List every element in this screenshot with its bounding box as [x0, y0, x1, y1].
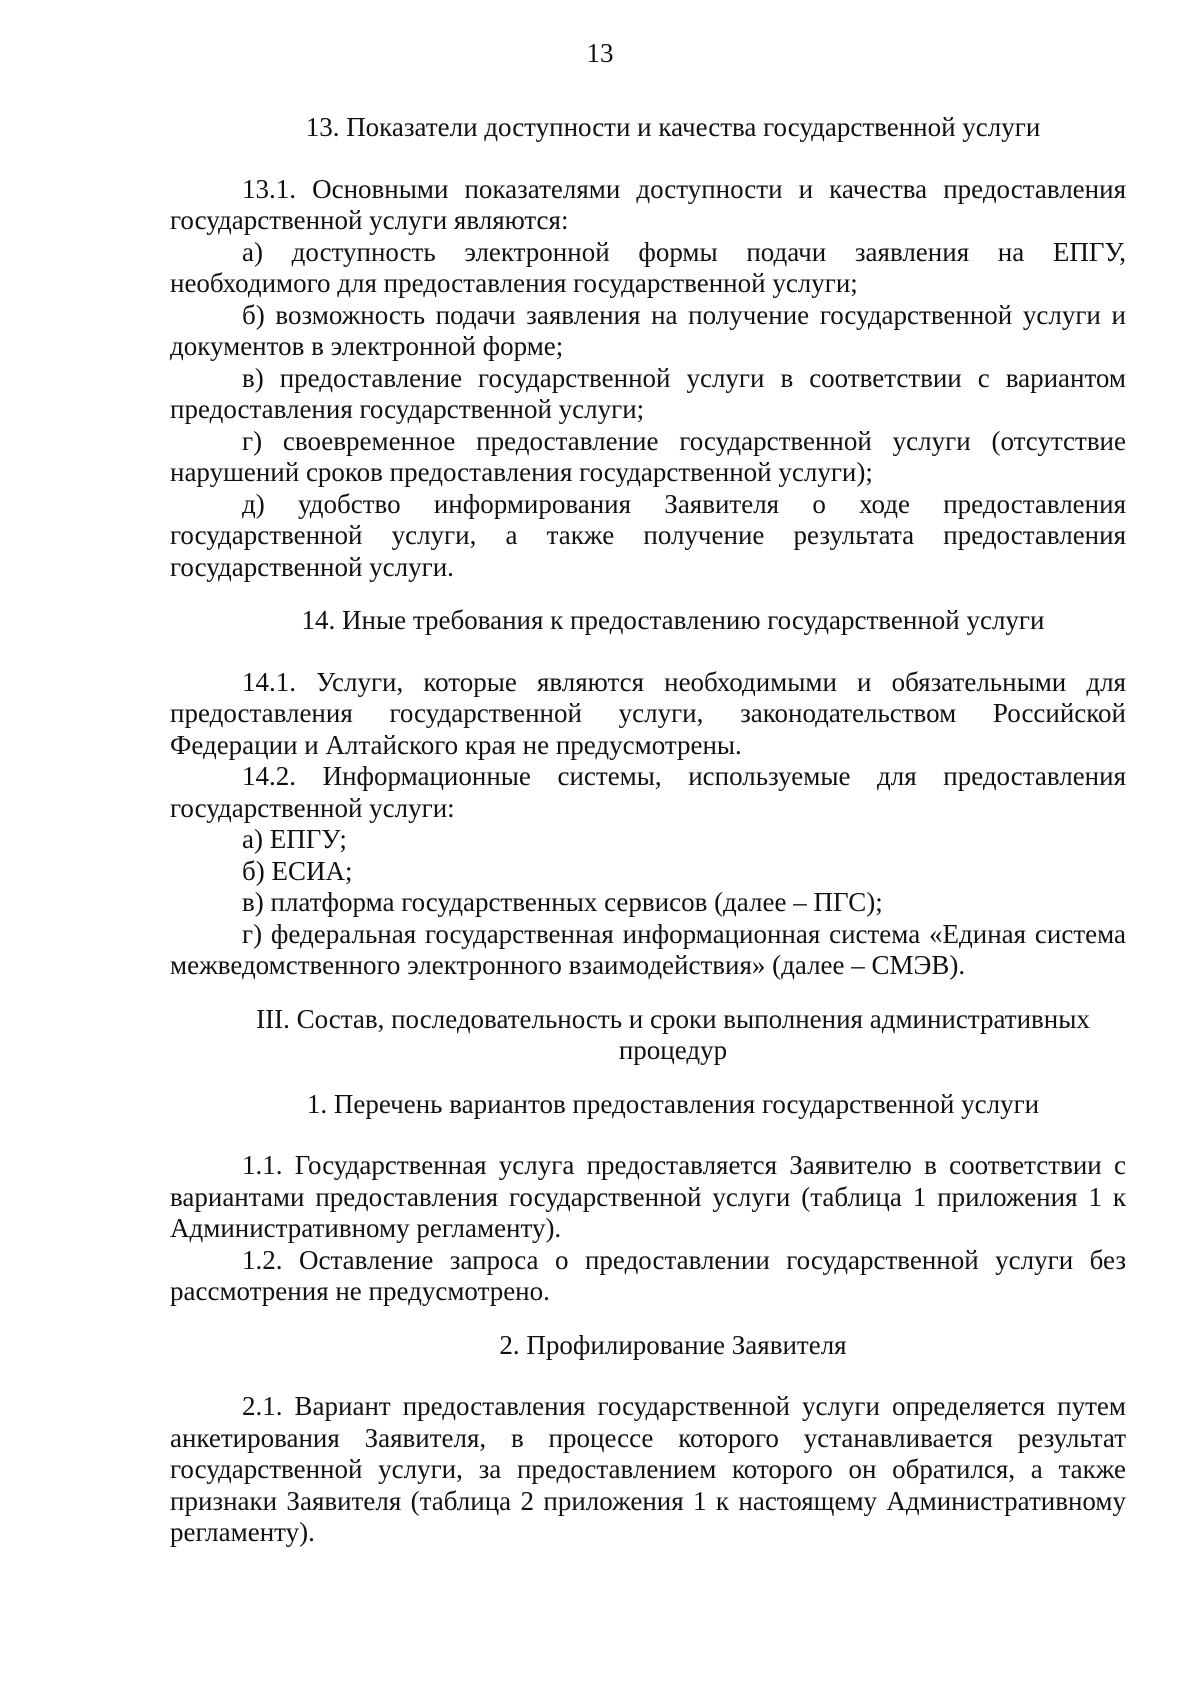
paragraph: 1.2. Оставление запроса о предоставлении государственной услуги без рассмотрения не предусмотрено.: [170, 1244, 1126, 1306]
section-13: [170, 112, 1126, 583]
paragraph: а) доступность электронной формы подачи заявления на ЕПГУ, необходимого для предоставления государственной услуги;: [170, 236, 1126, 298]
section-heading: 13. Показатели доступности и качества государственной услуги: [305, 112, 1041, 142]
chapter-3: [170, 1004, 1126, 1067]
section-heading: 14. Иные требования к предоставлению государственной услуги: [301, 605, 1045, 635]
section-1: [170, 1089, 1126, 1308]
paragraph: г) своевременное предоставление государственной услуги (отсутствие нарушений сроков предоставления государственной услуги);: [170, 425, 1126, 487]
paragraph: 14.2. Информационные системы, используемые для предоставления государственной услуги:: [170, 761, 1126, 823]
paragraph: 14.1. Услуги, которые являются необходимыми и обязательными для предоставления государственной услуги, законодательством Российской Федерации и Алтайского края не предусмотрены.: [170, 666, 1126, 760]
chapter-heading: III. Состав, последовательность и сроки выполнения административных процедур: [256, 1003, 1090, 1065]
paragraph: а) ЕПГУ;: [242, 824, 347, 854]
paragraph: б) возможность подачи заявления на получение государственной услуги и документов в электронной форме;: [170, 299, 1126, 361]
paragraph: б) ЕСИА;: [242, 855, 353, 886]
section-2: [170, 1330, 1126, 1549]
paragraph: в) предоставление государственной услуги в соответствии с вариантом предоставления государственной услуги;: [170, 362, 1126, 424]
section-heading: 1. Перечень вариантов предоставления государственной услуги: [306, 1088, 1040, 1119]
paragraph: д) удобство информирования Заявителя о ходе предоставления государственной услуги, а также получение результата предоставления государственной услуги.: [170, 488, 1126, 582]
section-14: [170, 605, 1126, 982]
section-heading: 2. Профилирование Заявителя: [499, 1329, 847, 1360]
document-body: [170, 112, 1126, 1549]
page-number: 13: [586, 38, 614, 68]
paragraph: 1.1. Государственная услуга предоставляется Заявителю в соответствии с вариантами предоставления государственной услуги (таблица 1 приложения 1 к Административному регламенту).: [170, 1150, 1126, 1243]
paragraph: 2.1. Вариант предоставления государственной услуги определяется путем анкетирования Заявителя, в процессе которого устанавливается результат государственной услуги, за предоставлением которого он обратился, а также признаки Заявителя (таблица 2 приложения 1 к настоящему Административному регламенту).: [170, 1391, 1126, 1547]
paragraph: 13.1. Основными показателями доступности и качества предоставления государственной услуги являются:: [170, 173, 1126, 235]
paragraph: г) федеральная государственная информационная система «Единая система межведомственного электронного взаимодействия» (далее – СМЭВ).: [170, 918, 1126, 980]
paragraph: в) платформа государственных сервисов (далее – ПГС);: [242, 887, 883, 917]
